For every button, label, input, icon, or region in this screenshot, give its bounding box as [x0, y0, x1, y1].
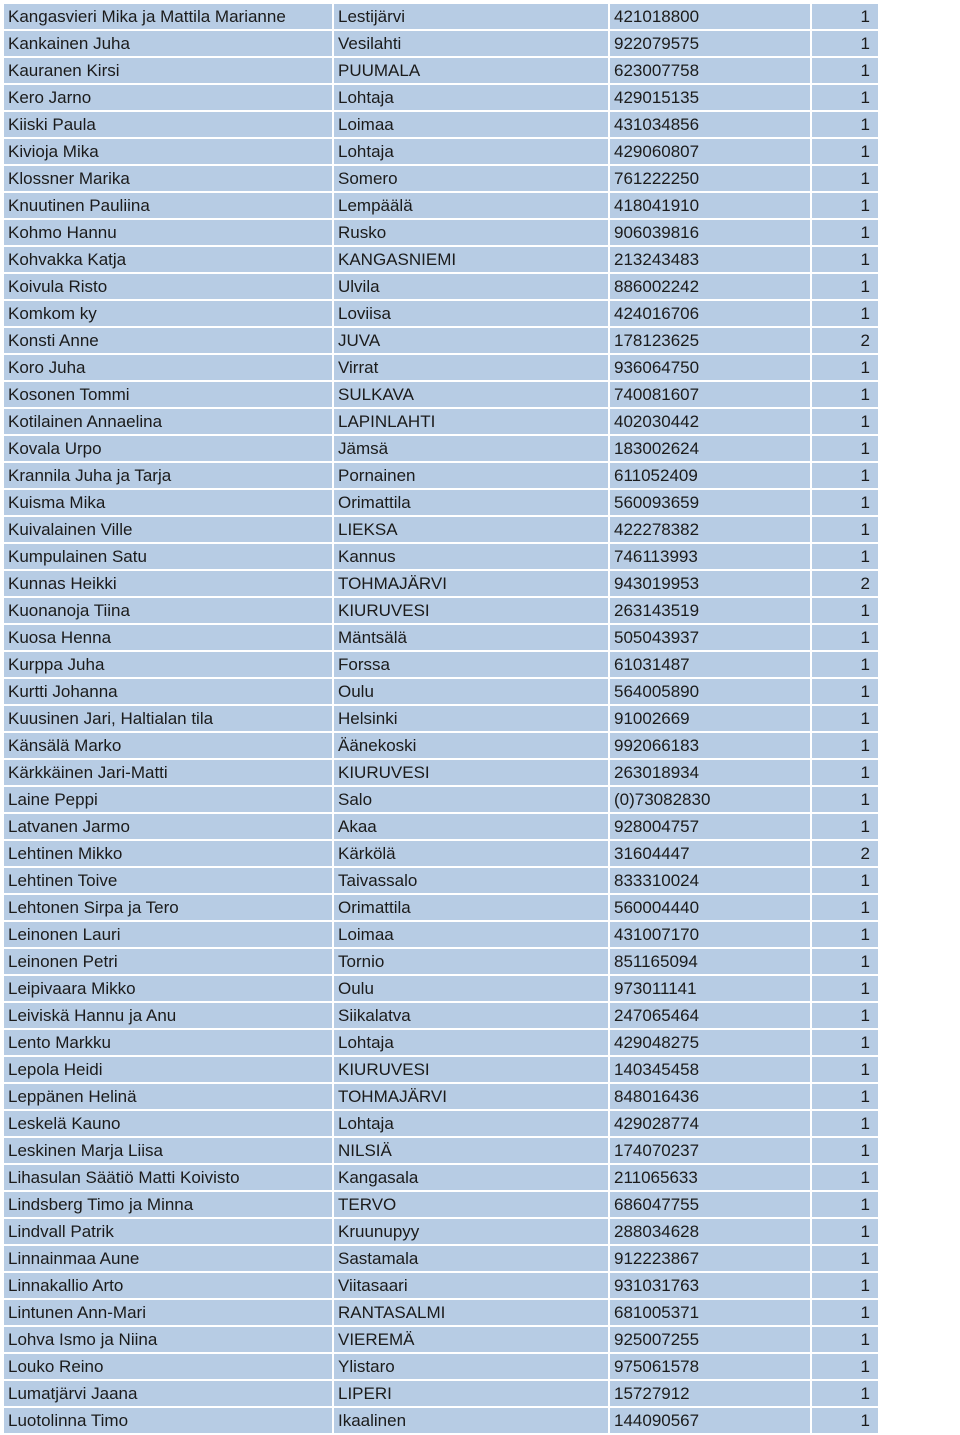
table-row	[3, 543, 879, 570]
code-cell: 928004757	[609, 813, 811, 840]
count-cell: 1	[811, 732, 879, 759]
code-cell: 263018934	[609, 759, 811, 786]
table-row	[3, 1056, 879, 1083]
name-cell: Leppänen Helinä	[3, 1083, 333, 1110]
name-cell: Lento Markku	[3, 1029, 333, 1056]
name-cell: Kuisma Mika	[3, 489, 333, 516]
place-cell: Kangasala	[333, 1164, 609, 1191]
table-row	[3, 408, 879, 435]
count-cell: 1	[811, 3, 879, 30]
code-cell: 144090567	[609, 1407, 811, 1434]
code-cell: 429028774	[609, 1110, 811, 1137]
name-cell: Leipivaara Mikko	[3, 975, 333, 1002]
code-cell: 560004440	[609, 894, 811, 921]
count-cell: 1	[811, 921, 879, 948]
place-cell: Loimaa	[333, 111, 609, 138]
name-cell: Klossner Marika	[3, 165, 333, 192]
count-cell: 1	[811, 219, 879, 246]
count-cell: 1	[811, 1218, 879, 1245]
count-cell: 1	[811, 84, 879, 111]
code-cell: 623007758	[609, 57, 811, 84]
table-row	[3, 1164, 879, 1191]
code-cell: 906039816	[609, 219, 811, 246]
count-cell: 1	[811, 1056, 879, 1083]
count-cell: 1	[811, 759, 879, 786]
table-row	[3, 489, 879, 516]
place-cell: Ulvila	[333, 273, 609, 300]
place-cell: Lohtaja	[333, 138, 609, 165]
place-cell: Vesilahti	[333, 30, 609, 57]
table-row	[3, 1380, 879, 1407]
count-cell: 1	[811, 1137, 879, 1164]
count-cell: 1	[811, 1029, 879, 1056]
table-row	[3, 165, 879, 192]
table-row	[3, 1029, 879, 1056]
place-cell: Tornio	[333, 948, 609, 975]
name-cell: Leskinen Marja Liisa	[3, 1137, 333, 1164]
table-row	[3, 1245, 879, 1272]
name-cell: Kunnas Heikki	[3, 570, 333, 597]
code-cell: 421018800	[609, 3, 811, 30]
table-row	[3, 1353, 879, 1380]
table-row	[3, 732, 879, 759]
place-cell: Lohtaja	[333, 84, 609, 111]
table-row	[3, 516, 879, 543]
name-cell: Lintunen Ann-Mari	[3, 1299, 333, 1326]
name-cell: Lehtonen Sirpa ja Tero	[3, 894, 333, 921]
table-row	[3, 867, 879, 894]
name-cell: Kivioja Mika	[3, 138, 333, 165]
place-cell: Helsinki	[333, 705, 609, 732]
code-cell: 833310024	[609, 867, 811, 894]
code-cell: 973011141	[609, 975, 811, 1002]
count-cell: 1	[811, 894, 879, 921]
table-row	[3, 759, 879, 786]
name-cell: Krannila Juha ja Tarja	[3, 462, 333, 489]
name-cell: Luotolinna Timo	[3, 1407, 333, 1434]
table-row	[3, 327, 879, 354]
count-cell: 1	[811, 975, 879, 1002]
code-cell: 851165094	[609, 948, 811, 975]
table-row	[3, 786, 879, 813]
table-row	[3, 1407, 879, 1434]
place-cell: Oulu	[333, 975, 609, 1002]
place-cell: Siikalatva	[333, 1002, 609, 1029]
code-cell: 740081607	[609, 381, 811, 408]
name-cell: Latvanen Jarmo	[3, 813, 333, 840]
name-cell: Louko Reino	[3, 1353, 333, 1380]
place-cell: KANGASNIEMI	[333, 246, 609, 273]
count-cell: 1	[811, 597, 879, 624]
code-cell: 140345458	[609, 1056, 811, 1083]
table-row	[3, 1299, 879, 1326]
data-table	[2, 2, 880, 1435]
code-cell: 31604447	[609, 840, 811, 867]
code-cell: 418041910	[609, 192, 811, 219]
table-row	[3, 3, 879, 30]
name-cell: Kuonanoja Tiina	[3, 597, 333, 624]
code-cell: 761222250	[609, 165, 811, 192]
place-cell: VIEREMÄ	[333, 1326, 609, 1353]
place-cell: SULKAVA	[333, 381, 609, 408]
place-cell: NILSIÄ	[333, 1137, 609, 1164]
place-cell: KIURUVESI	[333, 597, 609, 624]
code-cell: 912223867	[609, 1245, 811, 1272]
place-cell: Lempäälä	[333, 192, 609, 219]
count-cell: 1	[811, 192, 879, 219]
name-cell: Linnakallio Arto	[3, 1272, 333, 1299]
table-row	[3, 273, 879, 300]
name-cell: Leinonen Lauri	[3, 921, 333, 948]
code-cell: 922079575	[609, 30, 811, 57]
code-cell: 848016436	[609, 1083, 811, 1110]
place-cell: PUUMALA	[333, 57, 609, 84]
code-cell: 424016706	[609, 300, 811, 327]
table-row	[3, 84, 879, 111]
code-cell: (0)73082830	[609, 786, 811, 813]
place-cell: Jämsä	[333, 435, 609, 462]
place-cell: Virrat	[333, 354, 609, 381]
count-cell: 1	[811, 381, 879, 408]
count-cell: 1	[811, 354, 879, 381]
code-cell: 61031487	[609, 651, 811, 678]
count-cell: 1	[811, 813, 879, 840]
count-cell: 1	[811, 678, 879, 705]
name-cell: Kiiski Paula	[3, 111, 333, 138]
name-cell: Lohva Ismo ja Niina	[3, 1326, 333, 1353]
name-cell: Kotilainen Annaelina	[3, 408, 333, 435]
table-row	[3, 705, 879, 732]
name-cell: Leiviskä Hannu ja Anu	[3, 1002, 333, 1029]
place-cell: Oulu	[333, 678, 609, 705]
name-cell: Lepola Heidi	[3, 1056, 333, 1083]
place-cell: Orimattila	[333, 489, 609, 516]
name-cell: Lindsberg Timo ja Minna	[3, 1191, 333, 1218]
table-row	[3, 1137, 879, 1164]
table-row	[3, 111, 879, 138]
place-cell: Orimattila	[333, 894, 609, 921]
table-row	[3, 435, 879, 462]
code-cell: 211065633	[609, 1164, 811, 1191]
code-cell: 183002624	[609, 435, 811, 462]
count-cell: 1	[811, 1326, 879, 1353]
name-cell: Knuutinen Pauliina	[3, 192, 333, 219]
table-row	[3, 678, 879, 705]
name-cell: Koro Juha	[3, 354, 333, 381]
count-cell: 1	[811, 300, 879, 327]
name-cell: Lihasulan Säätiö Matti Koivisto	[3, 1164, 333, 1191]
name-cell: Kovala Urpo	[3, 435, 333, 462]
place-cell: Somero	[333, 165, 609, 192]
name-cell: Linnainmaa Aune	[3, 1245, 333, 1272]
place-cell: LAPINLAHTI	[333, 408, 609, 435]
code-cell: 263143519	[609, 597, 811, 624]
count-cell: 1	[811, 408, 879, 435]
name-cell: Kohvakka Katja	[3, 246, 333, 273]
place-cell: Kannus	[333, 543, 609, 570]
place-cell: Loimaa	[333, 921, 609, 948]
count-cell: 2	[811, 570, 879, 597]
place-cell: JUVA	[333, 327, 609, 354]
count-cell: 1	[811, 30, 879, 57]
count-cell: 2	[811, 327, 879, 354]
code-cell: 422278382	[609, 516, 811, 543]
count-cell: 1	[811, 462, 879, 489]
place-cell: Salo	[333, 786, 609, 813]
code-cell: 431007170	[609, 921, 811, 948]
count-cell: 1	[811, 1407, 879, 1434]
place-cell: TOHMAJÄRVI	[333, 1083, 609, 1110]
count-cell: 2	[811, 840, 879, 867]
place-cell: Lohtaja	[333, 1029, 609, 1056]
name-cell: Kurppa Juha	[3, 651, 333, 678]
code-cell: 505043937	[609, 624, 811, 651]
table-row	[3, 624, 879, 651]
table-row	[3, 30, 879, 57]
table-row	[3, 948, 879, 975]
name-cell: Kauranen Kirsi	[3, 57, 333, 84]
place-cell: Rusko	[333, 219, 609, 246]
count-cell: 1	[811, 786, 879, 813]
place-cell: Taivassalo	[333, 867, 609, 894]
code-cell: 402030442	[609, 408, 811, 435]
code-cell: 611052409	[609, 462, 811, 489]
name-cell: Känsälä Marko	[3, 732, 333, 759]
name-cell: Kuosa Henna	[3, 624, 333, 651]
table-row	[3, 1110, 879, 1137]
place-cell: Lestijärvi	[333, 3, 609, 30]
code-cell: 431034856	[609, 111, 811, 138]
table-row	[3, 192, 879, 219]
count-cell: 1	[811, 165, 879, 192]
code-cell: 288034628	[609, 1218, 811, 1245]
name-cell: Kankainen Juha	[3, 30, 333, 57]
place-cell: LIPERI	[333, 1380, 609, 1407]
code-cell: 429048275	[609, 1029, 811, 1056]
code-cell: 925007255	[609, 1326, 811, 1353]
name-cell: Kangasvieri Mika ja Mattila Marianne	[3, 3, 333, 30]
place-cell: Sastamala	[333, 1245, 609, 1272]
place-cell: Ylistaro	[333, 1353, 609, 1380]
table-row	[3, 840, 879, 867]
table-row	[3, 1218, 879, 1245]
count-cell: 1	[811, 111, 879, 138]
name-cell: Lindvall Patrik	[3, 1218, 333, 1245]
place-cell: Äänekoski	[333, 732, 609, 759]
name-cell: Lumatjärvi Jaana	[3, 1380, 333, 1407]
place-cell: KIURUVESI	[333, 1056, 609, 1083]
name-cell: Leskelä Kauno	[3, 1110, 333, 1137]
table-row	[3, 1083, 879, 1110]
code-cell: 943019953	[609, 570, 811, 597]
code-cell: 564005890	[609, 678, 811, 705]
name-cell: Kuusinen Jari, Haltialan tila	[3, 705, 333, 732]
table-row	[3, 300, 879, 327]
code-cell: 429015135	[609, 84, 811, 111]
count-cell: 1	[811, 273, 879, 300]
table-row	[3, 1002, 879, 1029]
table-row	[3, 651, 879, 678]
place-cell: LIEKSA	[333, 516, 609, 543]
name-cell: Kero Jarno	[3, 84, 333, 111]
place-cell: Forssa	[333, 651, 609, 678]
name-cell: Kohmo Hannu	[3, 219, 333, 246]
table-row	[3, 219, 879, 246]
place-cell: RANTASALMI	[333, 1299, 609, 1326]
name-cell: Kumpulainen Satu	[3, 543, 333, 570]
code-cell: 686047755	[609, 1191, 811, 1218]
place-cell: Akaa	[333, 813, 609, 840]
code-cell: 213243483	[609, 246, 811, 273]
table-row	[3, 1326, 879, 1353]
count-cell: 1	[811, 489, 879, 516]
count-cell: 1	[811, 1191, 879, 1218]
place-cell: Ikaalinen	[333, 1407, 609, 1434]
place-cell: Mäntsälä	[333, 624, 609, 651]
table-body	[3, 3, 879, 1434]
code-cell: 15727912	[609, 1380, 811, 1407]
table-row	[3, 381, 879, 408]
code-cell: 886002242	[609, 273, 811, 300]
code-cell: 681005371	[609, 1299, 811, 1326]
table-row	[3, 246, 879, 273]
place-cell: Lohtaja	[333, 1110, 609, 1137]
count-cell: 1	[811, 651, 879, 678]
count-cell: 1	[811, 1245, 879, 1272]
code-cell: 992066183	[609, 732, 811, 759]
place-cell: TERVO	[333, 1191, 609, 1218]
code-cell: 975061578	[609, 1353, 811, 1380]
place-cell: Pornainen	[333, 462, 609, 489]
table-row	[3, 813, 879, 840]
place-cell: Viitasaari	[333, 1272, 609, 1299]
place-cell: TOHMAJÄRVI	[333, 570, 609, 597]
code-cell: 560093659	[609, 489, 811, 516]
code-cell: 429060807	[609, 138, 811, 165]
table-row	[3, 57, 879, 84]
count-cell: 1	[811, 705, 879, 732]
name-cell: Kurtti Johanna	[3, 678, 333, 705]
place-cell: Kruunupyy	[333, 1218, 609, 1245]
code-cell: 746113993	[609, 543, 811, 570]
table-row	[3, 921, 879, 948]
name-cell: Koivula Risto	[3, 273, 333, 300]
count-cell: 1	[811, 1380, 879, 1407]
count-cell: 1	[811, 246, 879, 273]
code-cell: 936064750	[609, 354, 811, 381]
name-cell: Komkom ky	[3, 300, 333, 327]
table-row	[3, 1191, 879, 1218]
name-cell: Laine Peppi	[3, 786, 333, 813]
place-cell: KIURUVESI	[333, 759, 609, 786]
count-cell: 1	[811, 138, 879, 165]
count-cell: 1	[811, 1164, 879, 1191]
name-cell: Lehtinen Mikko	[3, 840, 333, 867]
table-row	[3, 462, 879, 489]
table-row	[3, 597, 879, 624]
table-row	[3, 894, 879, 921]
count-cell: 1	[811, 516, 879, 543]
count-cell: 1	[811, 948, 879, 975]
table-row	[3, 975, 879, 1002]
table-row	[3, 354, 879, 381]
count-cell: 1	[811, 1002, 879, 1029]
count-cell: 1	[811, 435, 879, 462]
count-cell: 1	[811, 1110, 879, 1137]
name-cell: Lehtinen Toive	[3, 867, 333, 894]
name-cell: Kuivalainen Ville	[3, 516, 333, 543]
code-cell: 178123625	[609, 327, 811, 354]
table-row	[3, 1272, 879, 1299]
code-cell: 174070237	[609, 1137, 811, 1164]
code-cell: 247065464	[609, 1002, 811, 1029]
name-cell: Konsti Anne	[3, 327, 333, 354]
count-cell: 1	[811, 1299, 879, 1326]
table-row	[3, 570, 879, 597]
count-cell: 1	[811, 1353, 879, 1380]
code-cell: 91002669	[609, 705, 811, 732]
name-cell: Kärkkäinen Jari-Matti	[3, 759, 333, 786]
code-cell: 931031763	[609, 1272, 811, 1299]
name-cell: Kosonen Tommi	[3, 381, 333, 408]
place-cell: Kärkölä	[333, 840, 609, 867]
count-cell: 1	[811, 543, 879, 570]
place-cell: Loviisa	[333, 300, 609, 327]
count-cell: 1	[811, 867, 879, 894]
count-cell: 1	[811, 624, 879, 651]
name-cell: Leinonen Petri	[3, 948, 333, 975]
count-cell: 1	[811, 57, 879, 84]
count-cell: 1	[811, 1083, 879, 1110]
table-row	[3, 138, 879, 165]
count-cell: 1	[811, 1272, 879, 1299]
